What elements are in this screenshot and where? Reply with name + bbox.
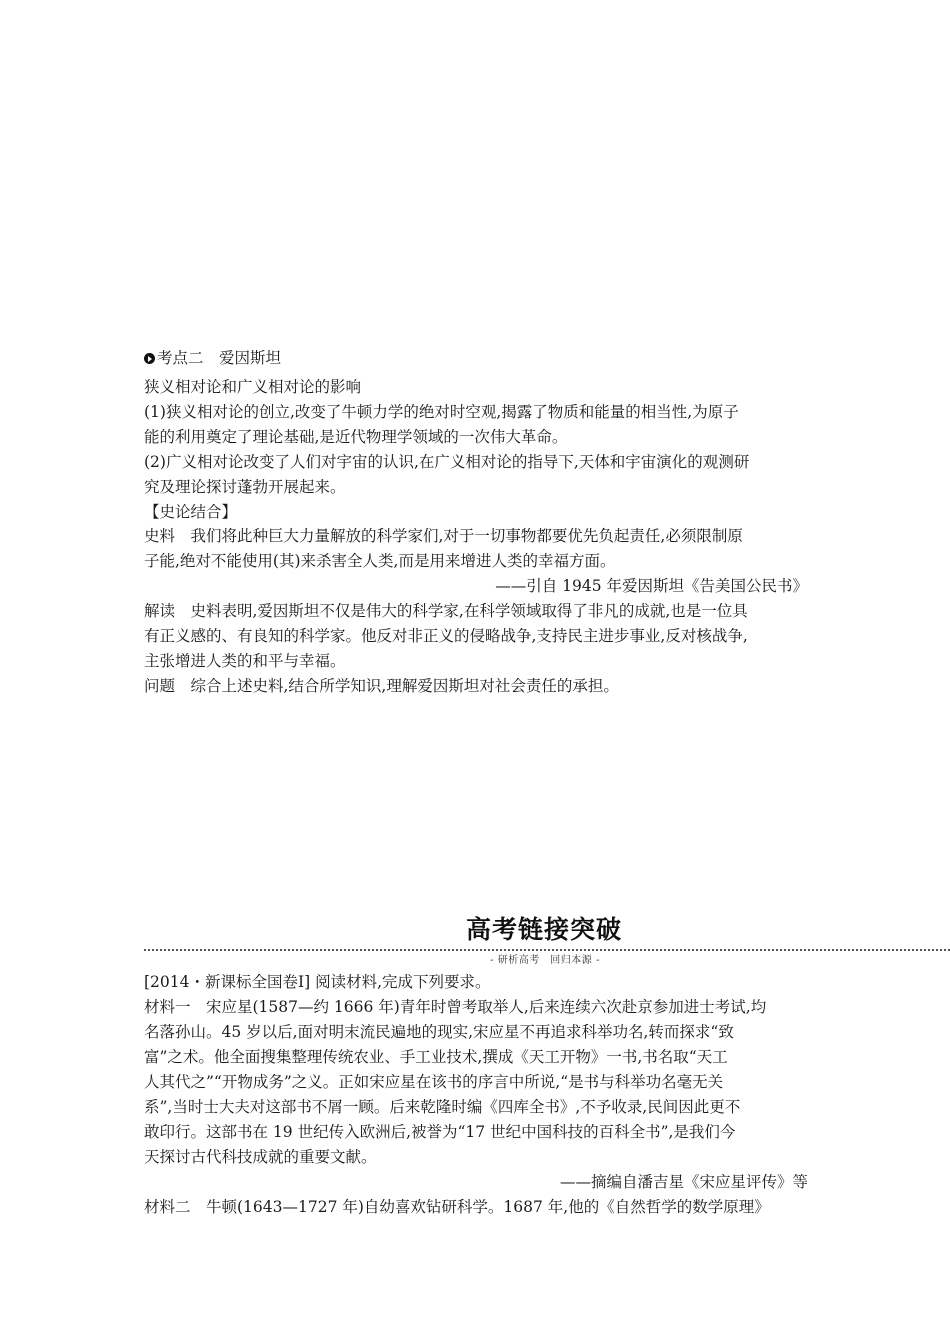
material-line: 系”,当时士大夫对这部书不屑一顾。后来乾隆时编《四库全书》,不予收录,民间因此更不 — [144, 1098, 741, 1116]
interpretation-line: 有正义感的、有良知的科学家。他反对非正义的侵略战争,支持民主进步事业,反对核战争, — [144, 627, 748, 645]
material-line: 名落孙山。45 岁以后,面对明末流民遍地的现实,宋应星不再追求科举功名,转而探求“致 — [144, 1023, 734, 1041]
subtitle: 狭义相对论和广义相对论的影响 — [144, 378, 362, 396]
combo-label: 【史论结合】 — [144, 503, 238, 521]
material-citation: ——摘编自潘吉星《宋应星评传》等 — [559, 1173, 808, 1191]
play-bullet-icon — [144, 353, 155, 364]
source-citation: ——引自 1945 年爱因斯坦《告美国公民书》 — [495, 577, 808, 595]
exam-reference: [2014・新课标全国卷Ⅰ] 阅读材料,完成下列要求。 — [144, 973, 491, 991]
material-line: 材料一 宋应星(1587—约 1666 年)青年时曾考取举人,后来连续六次赴京参加进士考试,均 — [144, 998, 767, 1016]
section-title: 考点二 爱因斯坦 — [144, 346, 281, 370]
material-line: 富”之术。他全面搜集整理传统农业、手工业技术,撰成《天工开物》一书,书名取“天工 — [144, 1048, 728, 1066]
paragraph-line: (2)广义相对论改变了人们对宇宙的认识,在广义相对论的指导下,天体和宇宙演化的观测研 — [144, 453, 750, 471]
section-subheading: - 研析高考 回归本源 - — [490, 955, 601, 966]
source-line: 史料 我们将此种巨大力量解放的科学家们,对于一切事物都要优先负起责任,必须限制原 — [144, 527, 743, 545]
dotted-divider — [144, 949, 950, 951]
paragraph-line: (1)狭义相对论的创立,改变了牛顿力学的绝对时空观,揭露了物质和能量的相当性,为原子 — [144, 403, 739, 421]
section-heading: 高考链接突破 — [466, 915, 623, 944]
material-line: 人其代之”“开物成务”之义。正如宋应星在该书的序言中所说,“是书与科举功名毫无关 — [144, 1073, 724, 1091]
interpretation-line: 解读 史料表明,爱因斯坦不仅是伟大的科学家,在科学领域取得了非凡的成就,也是一位具 — [144, 602, 748, 620]
material-line: 材料二 牛顿(1643—1727 年)自幼喜欢钻研科学。1687 年,他的《自然哲学的数学原理》 — [144, 1198, 770, 1216]
material-line: 天探讨古代科技成就的重要文献。 — [144, 1148, 377, 1166]
question-line: 问题 综合上述史料,结合所学知识,理解爱因斯坦对社会责任的承担。 — [144, 677, 619, 695]
paragraph-line: 究及理论探讨蓬勃开展起来。 — [144, 478, 346, 496]
source-line: 子能,绝对不能使用(其)来杀害全人类,而是用来增进人类的幸福方面。 — [144, 552, 616, 570]
material-line: 敢印行。这部书在 19 世纪传入欧洲后,被誉为“17 世纪中国科技的百科全书”,是我们今 — [144, 1123, 736, 1141]
paragraph-line: 能的利用奠定了理论基础,是近代物理学领域的一次伟大革命。 — [144, 428, 568, 446]
interpretation-line: 主张增进人类的和平与幸福。 — [144, 652, 346, 670]
